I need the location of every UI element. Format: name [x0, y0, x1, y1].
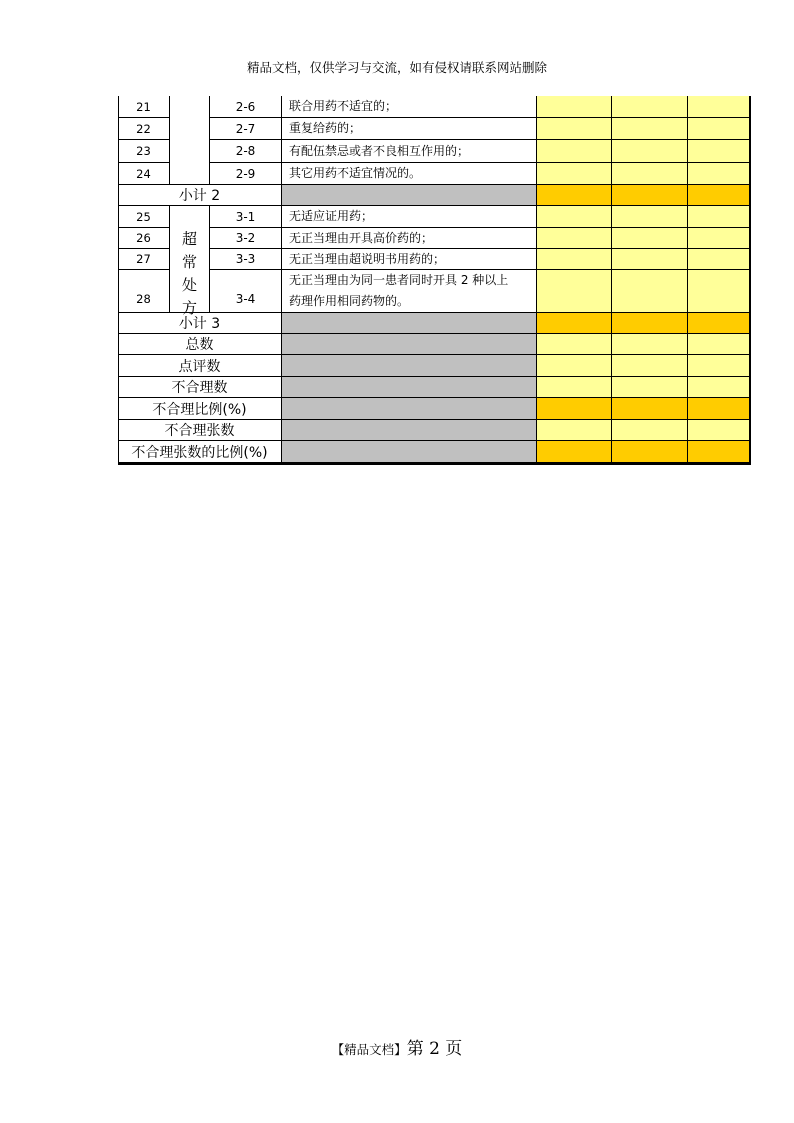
- category-merged-cell: [170, 96, 210, 185]
- row-number: 27: [118, 249, 170, 270]
- item-description: 无正当理由超说明书用药的；: [282, 249, 537, 270]
- item-code: 2-9: [210, 163, 282, 185]
- value-cell[interactable]: [612, 334, 688, 355]
- value-cell[interactable]: [537, 420, 612, 441]
- value-cell[interactable]: [537, 96, 612, 118]
- summary-irrational-count-label: 不合理数: [118, 377, 282, 398]
- value-cell[interactable]: [612, 355, 688, 377]
- item-description: 有配伍禁忌或者不良相互作用的；: [282, 140, 537, 163]
- value-cell[interactable]: [688, 140, 750, 163]
- item-description: 重复给药的；: [282, 118, 537, 140]
- summary-total-label: 总数: [118, 334, 282, 355]
- value-cell[interactable]: [688, 206, 750, 228]
- gray-cell: [282, 334, 537, 355]
- gray-cell: [282, 398, 537, 420]
- item-code: 2-6: [210, 96, 282, 118]
- page-number: 第 2 页: [406, 1039, 463, 1059]
- value-cell[interactable]: [612, 118, 688, 140]
- ratio-cell[interactable]: [537, 398, 612, 420]
- value-cell[interactable]: [612, 377, 688, 398]
- category-char: 常: [181, 253, 197, 271]
- value-cell[interactable]: [688, 334, 750, 355]
- value-cell[interactable]: [612, 206, 688, 228]
- value-cell[interactable]: [612, 249, 688, 270]
- gray-cell: [282, 185, 537, 206]
- value-cell[interactable]: [688, 163, 750, 185]
- value-cell[interactable]: [688, 249, 750, 270]
- ratio-cell[interactable]: [612, 398, 688, 420]
- subtotal-3-label: 小计 3: [118, 313, 282, 334]
- value-cell[interactable]: [537, 334, 612, 355]
- gray-cell: [282, 377, 537, 398]
- value-cell[interactable]: [688, 377, 750, 398]
- table-bottom-border: [118, 463, 751, 465]
- gray-cell: [282, 420, 537, 441]
- summary-reviewed-label: 点评数: [118, 355, 282, 377]
- value-cell[interactable]: [612, 420, 688, 441]
- value-cell[interactable]: [537, 355, 612, 377]
- category-char: 处: [181, 276, 197, 294]
- category-char: 方: [181, 299, 197, 317]
- row-number: 23: [118, 140, 170, 163]
- value-cell[interactable]: [612, 270, 688, 313]
- value-cell[interactable]: [688, 355, 750, 377]
- description-line: 药理作用相同药物的。: [289, 294, 410, 308]
- subtotal-cell[interactable]: [537, 313, 612, 334]
- category-3-label: [170, 206, 210, 317]
- item-code: 2-8: [210, 140, 282, 163]
- gray-cell: [282, 441, 537, 463]
- item-code: 3-3: [210, 249, 282, 270]
- value-cell[interactable]: [537, 377, 612, 398]
- subtotal-cell[interactable]: [688, 185, 750, 206]
- value-cell[interactable]: [537, 249, 612, 270]
- row-number: 25: [118, 206, 170, 228]
- value-cell[interactable]: [537, 140, 612, 163]
- ratio-cell[interactable]: [537, 441, 612, 463]
- ratio-cell[interactable]: [688, 398, 750, 420]
- item-description: 联合用药不适宜的；: [282, 96, 537, 118]
- value-cell[interactable]: [688, 420, 750, 441]
- ratio-cell[interactable]: [612, 441, 688, 463]
- value-cell[interactable]: [537, 118, 612, 140]
- value-cell[interactable]: [688, 118, 750, 140]
- value-cell[interactable]: [612, 140, 688, 163]
- ratio-cell[interactable]: [688, 441, 750, 463]
- summary-irrational-sheets-label: 不合理张数: [118, 420, 282, 441]
- subtotal-2-label: 小计 2: [118, 185, 282, 206]
- subtotal-cell[interactable]: [612, 185, 688, 206]
- table-right-border: [749, 96, 751, 465]
- item-code: 2-7: [210, 118, 282, 140]
- value-cell[interactable]: [688, 96, 750, 118]
- gray-cell: [282, 313, 537, 334]
- value-cell[interactable]: [612, 228, 688, 249]
- value-cell[interactable]: [537, 163, 612, 185]
- row-number: 26: [118, 228, 170, 249]
- value-cell[interactable]: [537, 270, 612, 313]
- footer-bracket: 【精品文档】: [331, 1042, 407, 1057]
- value-cell[interactable]: [612, 96, 688, 118]
- item-code: 3-2: [210, 228, 282, 249]
- row-number: 28: [118, 270, 170, 313]
- row-number: 21: [118, 96, 170, 118]
- item-code: 3-1: [210, 206, 282, 228]
- item-description: [282, 270, 537, 313]
- value-cell[interactable]: [537, 206, 612, 228]
- summary-irrational-sheets-ratio-label: 不合理张数的比例(%): [118, 441, 282, 463]
- subtotal-cell[interactable]: [537, 185, 612, 206]
- item-code: 3-4: [210, 270, 282, 313]
- item-description: 无适应证用药；: [282, 206, 537, 228]
- description-line: 无正当理由为同一患者同时开具 2 种以上: [289, 273, 509, 287]
- subtotal-cell[interactable]: [688, 313, 750, 334]
- row-number: 24: [118, 163, 170, 185]
- summary-irrational-ratio-label: 不合理比例(%): [118, 398, 282, 420]
- value-cell[interactable]: [537, 228, 612, 249]
- value-cell[interactable]: [612, 163, 688, 185]
- value-cell[interactable]: [688, 270, 750, 313]
- gray-cell: [282, 355, 537, 377]
- subtotal-cell[interactable]: [612, 313, 688, 334]
- row-number: 22: [118, 118, 170, 140]
- page-footer: [0, 1034, 794, 1059]
- item-description: 无正当理由开具高价药的；: [282, 228, 537, 249]
- item-description: 其它用药不适宜情况的。: [282, 163, 537, 185]
- category-char: 超: [181, 230, 197, 248]
- header-note: 精品文档，仅供学习与交流，如有侵权请联系网站删除: [246, 60, 547, 75]
- value-cell[interactable]: [688, 228, 750, 249]
